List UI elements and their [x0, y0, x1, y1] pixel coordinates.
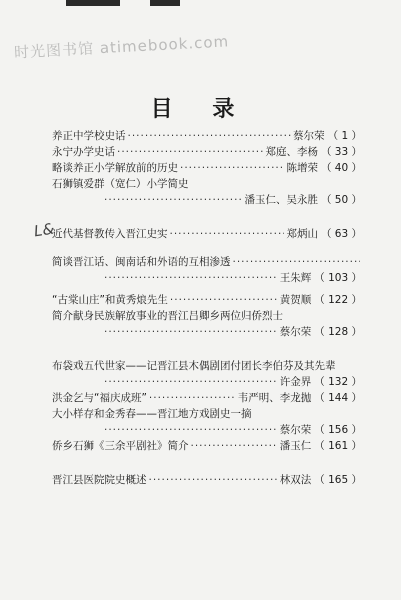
entry-title: 大小样存和金秀春——晋江地方戏剧史一摘	[52, 408, 252, 420]
entry-author: 韦严明、李龙抛	[237, 392, 312, 404]
entry-title: 简介献身民族解放事业的晋江吕卿乡两位归侨烈士	[52, 310, 283, 322]
scan-edge-mark	[150, 0, 180, 6]
entry-author: 郑炳山	[286, 228, 318, 240]
entry-title: 侨乡石狮《三余平剧社》简介	[52, 440, 189, 452]
leader-dots	[104, 192, 242, 208]
entry-page: （ 165 ）	[314, 474, 362, 486]
scan-edge-mark	[66, 0, 120, 6]
toc-entry	[52, 358, 362, 390]
leader-dots	[149, 390, 236, 406]
leader-dots	[104, 422, 278, 438]
entry-page: （ 40 ）	[320, 162, 362, 174]
table-of-contents	[32, 128, 362, 488]
toc-entry	[52, 128, 362, 144]
leader-dots	[104, 374, 278, 390]
entry-title: 晋江县医院院史概述	[52, 474, 147, 486]
leader-dots	[104, 324, 278, 340]
entry-page: （ 144 ）	[314, 392, 362, 404]
entry-title: 布袋戏五代世家——记晋江县木偶剧团付团长李伯芬及其先辈	[52, 360, 336, 372]
leader-dots	[233, 254, 361, 270]
entry-page: （ 156 ）	[314, 424, 362, 436]
entry-title: 洪金乞与“福庆成班”	[52, 392, 147, 404]
watermark: 时光图书馆 atimebook.com	[13, 32, 230, 62]
toc-entry	[52, 438, 362, 454]
page-title: 目 录	[150, 97, 251, 122]
leader-dots	[104, 270, 278, 286]
leader-dots	[128, 128, 292, 144]
entry-title: 近代基督教传入晋江史实	[52, 228, 168, 240]
toc-entry	[52, 144, 362, 160]
entry-title: 石狮镇爱群（宽仁）小学简史	[52, 178, 189, 190]
toc-entry	[52, 292, 362, 308]
leader-dots	[170, 292, 278, 308]
entry-author: 黄贺顺	[279, 294, 312, 306]
entry-author: 潘玉仁	[279, 440, 312, 452]
entry-title: 养正中学校史话	[52, 130, 126, 142]
toc-entry	[52, 406, 362, 438]
leader-dots	[170, 226, 285, 242]
entry-author: 许金界	[279, 376, 312, 388]
entry-page: （ 132 ）	[314, 376, 362, 388]
entry-author: 林双法	[279, 474, 312, 486]
entry-page: （ 161 ）	[314, 440, 362, 452]
entry-title: 简谈晋江话、闽南话和外语的互相渗透	[52, 256, 231, 268]
leader-dots	[117, 144, 263, 160]
entry-page: （ 103 ）	[314, 272, 362, 284]
leader-dots	[149, 472, 278, 488]
leader-dots	[191, 438, 278, 454]
entry-title: “古棠山庄”和黄秀烺先生	[52, 294, 168, 306]
toc-entry	[32, 219, 362, 242]
entry-author: 蔡尔荣	[279, 424, 312, 436]
leader-dots	[180, 160, 284, 176]
entry-author: 蔡尔荣	[279, 326, 312, 338]
toc-entry	[52, 254, 362, 286]
entry-title: 永宁办学史话	[52, 146, 115, 158]
entry-page: （ 128 ）	[314, 326, 362, 338]
entry-page: （ 1 ）	[327, 130, 362, 142]
entry-page: （ 122 ）	[314, 294, 362, 306]
entry-author: 陈增荣	[286, 162, 318, 174]
entry-page: （ 33 ）	[320, 146, 362, 158]
entry-author: 王朱辉	[279, 272, 312, 284]
entry-author: 蔡尔荣	[293, 130, 325, 142]
entry-author: 潘玉仁、吴永胜	[244, 194, 318, 206]
toc-entry	[52, 472, 362, 488]
entry-title: 略谈养正小学解放前的历史	[52, 162, 178, 174]
toc-entry	[52, 390, 362, 406]
toc-entry	[52, 308, 362, 340]
toc-entry	[52, 160, 362, 176]
entry-author: 郑庭、李杨	[265, 146, 318, 158]
entry-page: （ 63 ）	[320, 228, 362, 240]
handwritten-note: L&	[32, 219, 56, 241]
toc-entry	[52, 176, 362, 208]
entry-page: （ 50 ）	[320, 194, 362, 206]
